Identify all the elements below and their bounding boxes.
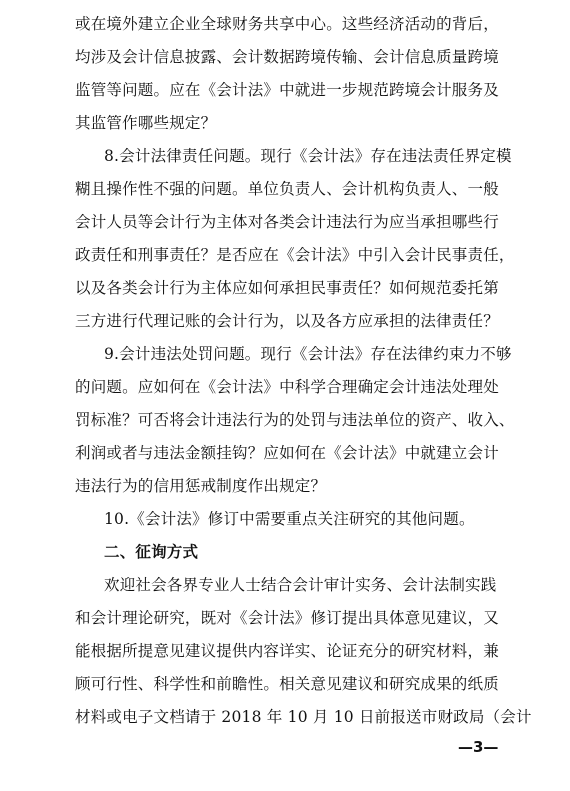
text-line: 其监管作哪些规定？ bbox=[75, 114, 217, 132]
text-line: 或在境外建立企业全球财务共享中心。这些经济活动的背后， bbox=[75, 15, 499, 33]
text-line: 违法行为的信用惩戒制度作出规定？ bbox=[75, 477, 327, 495]
text-line: 的问题。应如何在《会计法》中科学合理确定会计违法处理处 bbox=[75, 378, 499, 396]
text-line: 8.会计法律责任问题。现行《会计法》存在违法责任界定模 bbox=[104, 147, 512, 165]
text-line: 欢迎社会各界专业人士结合会计审计实务、会计法制实践 bbox=[104, 576, 497, 594]
text-line: 和会计理论研究，既对《会计法》修订提出具体意见建议，又 bbox=[75, 609, 499, 627]
text-line: 以及各类会计行为主体应如何承担民事责任？如何规范委托第 bbox=[75, 279, 499, 297]
text-line: 会计人员等会计行为主体对各类会计违法行为应当承担哪些行 bbox=[75, 213, 499, 231]
section-heading: 二、征询方式 bbox=[104, 543, 199, 561]
text-line: 罚标准？可否将会计违法行为的处罚与违法单位的资产、收入、 bbox=[75, 411, 515, 429]
text-line: 利润或者与违法金额挂钩？应如何在《会计法》中就建立会计 bbox=[75, 444, 499, 462]
text-line: 9.会计违法处罚问题。现行《会计法》存在法律约束力不够 bbox=[104, 345, 512, 363]
text-line: 政责任和刑事责任？是否应在《会计法》中引入会计民事责任， bbox=[75, 246, 515, 264]
text-line: 监管等问题。应在《会计法》中就进一步规范跨境会计服务及 bbox=[75, 81, 499, 99]
page-number: —3— bbox=[458, 738, 499, 756]
text-line: 均涉及会计信息披露、会计数据跨境传输、会计信息质量跨境 bbox=[75, 48, 499, 66]
text-line: 顾可行性、科学性和前瞻性。相关意见建议和研究成果的纸质 bbox=[75, 675, 499, 693]
text-line: 10.《会计法》修订中需要重点关注研究的其他问题。 bbox=[104, 510, 475, 528]
text-line: 能根据所提意见建议提供内容详实、论证充分的研究材料，兼 bbox=[75, 642, 499, 660]
text-line: 三方进行代理记账的会计行为，以及各方应承担的法律责任？ bbox=[75, 312, 499, 330]
text-line: 材料或电子文档请于 2018 年 10 月 10 日前报送市财政局（会计 bbox=[75, 708, 532, 726]
text-line: 糊且操作性不强的问题。单位负责人、会计机构负责人、一般 bbox=[75, 180, 499, 198]
